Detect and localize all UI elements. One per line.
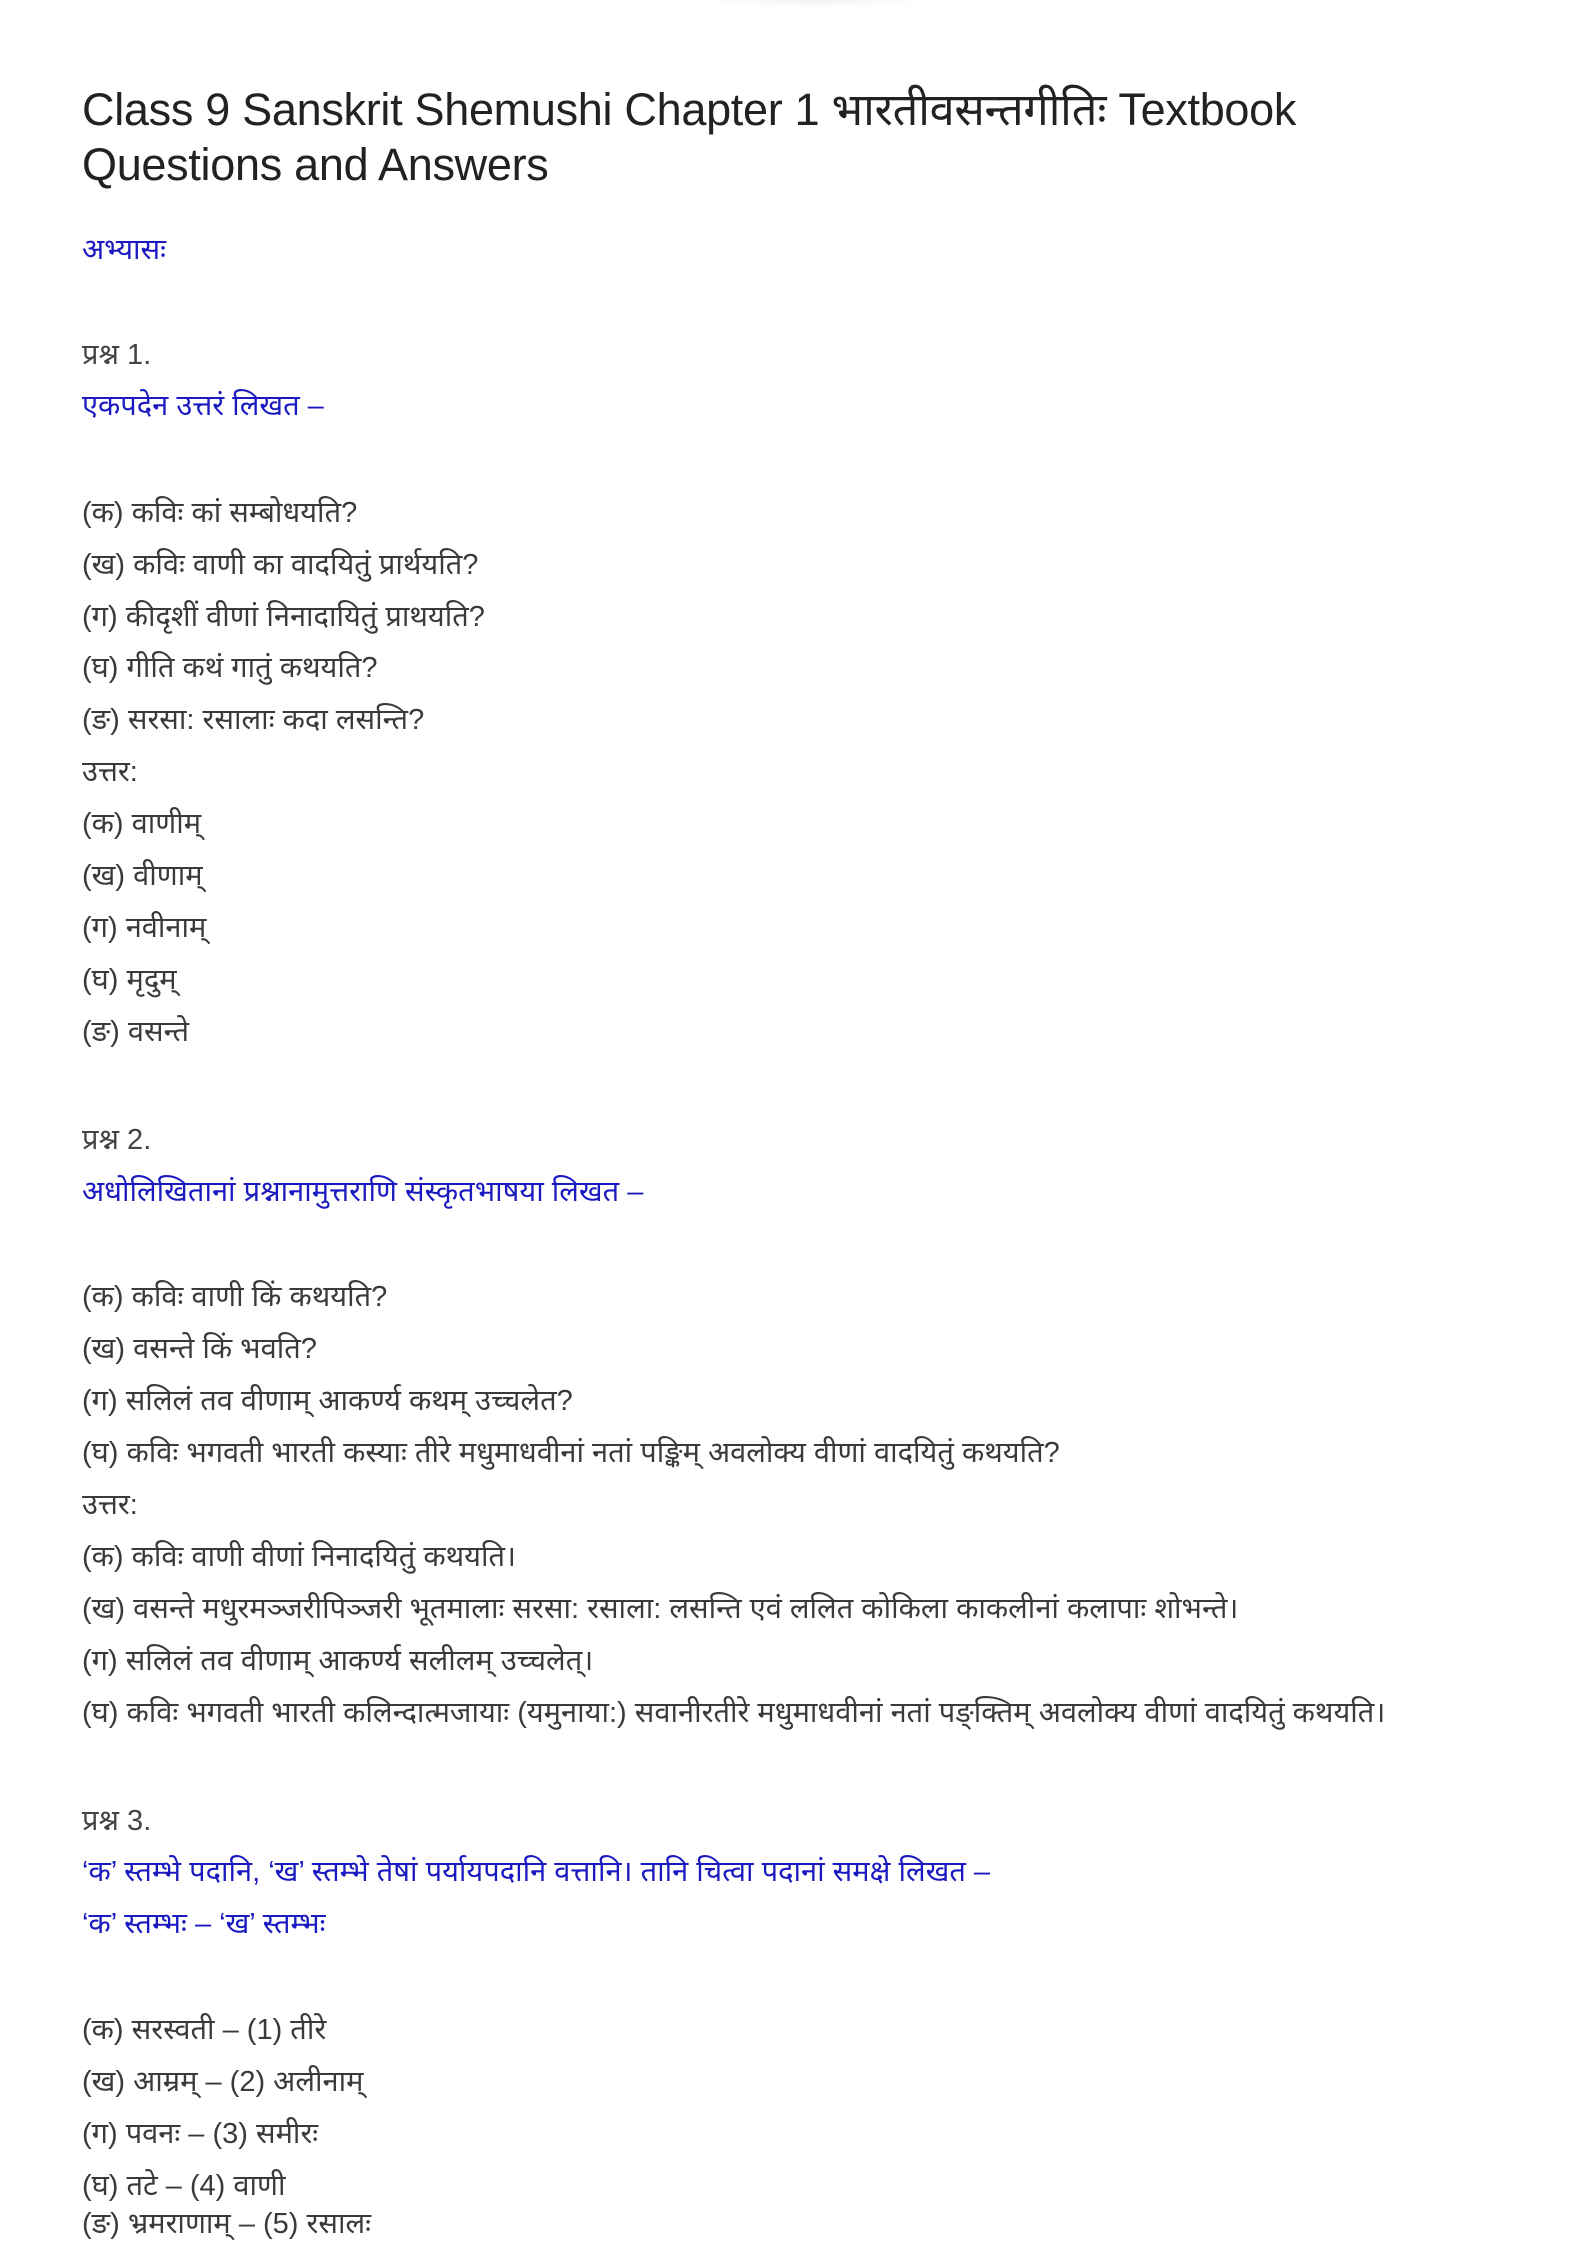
- question-2-item: (घ) कविः भगवती भारती कस्याः तीरे मधुमाधवीनां नतां पङ्किम् अवलोक्य वीणां वादयितुं कथयति?: [82, 1437, 1060, 1469]
- question-2-answer: (ख) वसन्ते मधुरमञ्जरीपिञ्जरी भूतमालाः सरसा: रसाला: लसन्ति एवं ललित कोकिला काकलीनां कलापाः शोभन्ते।: [82, 1593, 1239, 1625]
- question-2-item: (ख) वसन्ते किं भवति?: [82, 1333, 317, 1365]
- question-1-item: (घ) गीति कथं गातुं कथयति?: [82, 652, 378, 684]
- question-3-match-item: (ग) पवनः – (3) समीरः: [82, 2118, 319, 2150]
- section-heading: अभ्यासः: [82, 234, 167, 266]
- question-1-instruction: एकपदेन उत्तरं लिखत –: [82, 390, 324, 422]
- page-title: Class 9 Sanskrit Shemushi Chapter 1 भारतीवसन्तगीतिः Textbook Questions and Answers: [82, 84, 1297, 190]
- question-1-label: प्रश्न 1.: [82, 339, 152, 371]
- question-2-answer: (घ) कविः भगवती भारती कलिन्दात्मजायाः (यमुनाया:) सवानीरतीरे मधुमाधवीनां नतां पङ्क्तिम् अवलोक्य वीणां वादयितुं कथयति।: [82, 1697, 1386, 1729]
- question-1-item: (क) कविः कां सम्बोधयति?: [82, 497, 358, 529]
- top-edge-shadow: [700, 0, 932, 8]
- question-2-instruction: अधोलिखितानां प्रश्नानामुत्तराणि संस्कृतभाषया लिखत –: [82, 1176, 644, 1208]
- question-1-answer: (ख) वीणाम्: [82, 860, 203, 892]
- question-2-answer: (ग) सलिलं तव वीणाम् आकर्ण्य सलीलम् उच्चलेत्।: [82, 1645, 594, 1677]
- question-1-item: (ङ) सरसा: रसालाः कदा लसन्ति?: [82, 704, 425, 736]
- question-2-item: (क) कविः वाणी किं कथयति?: [82, 1281, 388, 1313]
- question-3-label: प्रश्न 3.: [82, 1805, 152, 1837]
- question-3-match-item: (क) सरस्वती – (1) तीरे: [82, 2014, 327, 2046]
- question-1-answer: (ग) नवीनाम्: [82, 912, 207, 944]
- question-2-item: (ग) सलिलं तव वीणाम् आकर्ण्य कथम् उच्चलेत?: [82, 1385, 573, 1417]
- question-1-answer: (क) वाणीम्: [82, 808, 202, 840]
- question-3-match-item: (ङ) भ्रमराणाम् – (5) रसालः: [82, 2208, 372, 2240]
- question-1-item: (ग) कीदृशीं वीणां निनादायितुं प्राथयति?: [82, 601, 485, 633]
- question-3-instruction: ‘क’ स्तम्भे पदानि, ‘ख’ स्तम्भे तेषां पर्यायपदानि वत्तानि। तानि चित्वा पदानां समक्षे लिखत –: [82, 1856, 991, 1888]
- question-1-answer: (ङ) वसन्ते: [82, 1016, 190, 1048]
- question-2-label: प्रश्न 2.: [82, 1124, 152, 1156]
- question-1-item: (ख) कविः वाणी का वादयितुं प्रार्थयति?: [82, 549, 479, 581]
- question-1-answer: (घ) मृदुम्: [82, 964, 177, 996]
- question-2-answer-label: उत्तर:: [82, 1489, 138, 1521]
- question-1-answer-label: उत्तर:: [82, 756, 138, 788]
- question-2-answer: (क) कविः वाणी वीणां निनादयितुं कथयति।: [82, 1541, 516, 1573]
- question-3-match-item: (घ) तटे – (4) वाणी: [82, 2170, 286, 2202]
- question-3-match-item: (ख) आम्रम् – (2) अलीनाम्: [82, 2066, 364, 2098]
- question-3-column-header: ‘क’ स्तम्भः – ‘ख’ स्तम्भः: [82, 1908, 326, 1940]
